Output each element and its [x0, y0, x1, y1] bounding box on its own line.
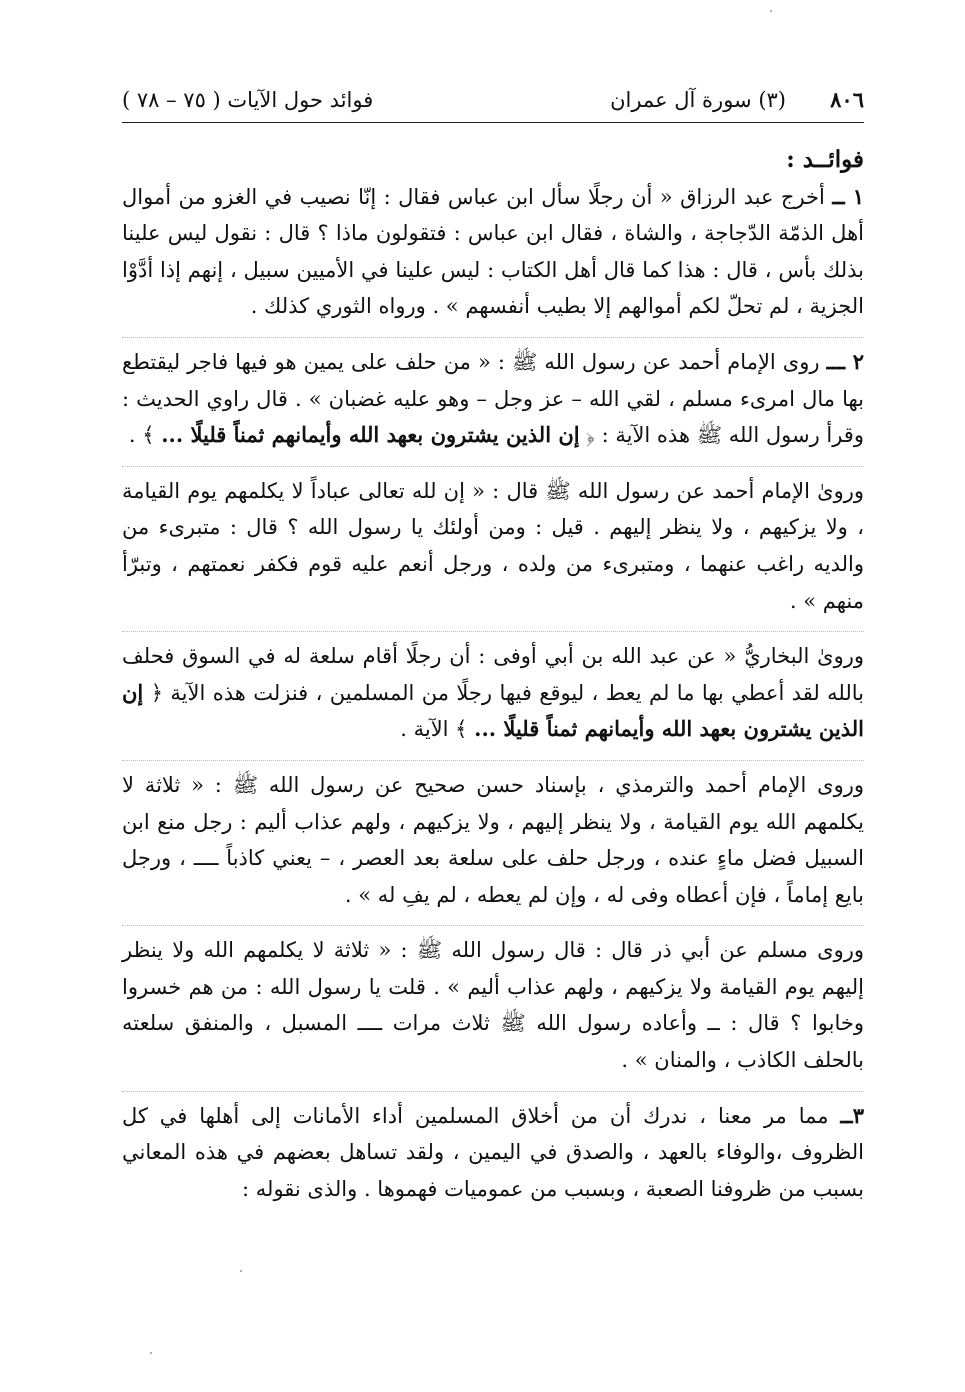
- scan-speck: [150, 1352, 152, 1354]
- paragraph-separator: [122, 925, 864, 926]
- paragraph-separator: [122, 1091, 864, 1092]
- paragraph-text-end: ﴾ .: [128, 423, 155, 448]
- item-number: ١ ــ: [832, 183, 864, 209]
- quran-verse: إن الذين يشترون بعهد الله وأيمانهم ثمناً قليلًا ...: [161, 422, 580, 448]
- sura-title: (٣) سورة آل عمران: [610, 88, 786, 112]
- paragraph-text: أخرج عبد الرزاق « أن رجلًا سأل ابن عباس فقال : إنّا نصيب في الغزو من أموال أهل الذمّة الدّجاجة ، والشاة ، فقال ابن عباس : فتقولون ماذا ؟ قال : نقول ليس علينا بذلك بأس ، قال : هذا كما قال أهل الكتاب : ليس علينا في الأميين سبيل ، إنهم إذا أدَّوْا الجزية ، لم تحلّ لكم أموالهم إلا بطيب أنفسهم » . ورواه الثوري كذلك .: [122, 184, 864, 319]
- running-header: [122, 80, 864, 120]
- paragraph-text: وروى مسلم عن أبي ذر قال : قال رسول الله ﷺ : « ثلاثة لا يكلمهم الله ولا ينظر إليهم يوم القيامة ولا يزكيهم ، ولهم عذاب أليم » . قلت يا رسول الله : من هم خسروا وخابوا ؟ قال : ــ وأعاده رسول الله ﷺ ثلاث مرات ــــ المسبل ، والمنفق سلعته بالحلف الكاذب ، والمنان » .: [122, 938, 864, 1073]
- paragraph-1: [122, 179, 864, 325]
- paragraph-text: وروى الإمام أحمد والترمذي ، بإسناد حسن صحيح عن رسول الله ﷺ : « ثلاثة لا يكلمهم الله يوم القيامة ، ولا ينظر إليهم ، ولا يزكيهم ، ولهم عذاب أليم : رجل منع ابن السبيل فضل ماءٍ عنده ، ورجل حلف على سلعة بعد العصر ، – يعني كاذباً ــــ ، ورجل بايع إماماً ، فإن أعطاه وفى له ، وإن لم يعطه ، لم يفِ له » .: [122, 772, 864, 907]
- page-heading: فوائــد :: [786, 146, 864, 173]
- section-topic: فوائد حول الآيات ( ٧٥ – ٧٨ ): [122, 88, 374, 112]
- paragraph-separator: [122, 760, 864, 761]
- paragraph-text: وروىٰ البخاريُّ « عن عبد الله بن أبي أوفى : أن رجلًا أقام سلعة له في السوق فحلف بالله لقد أعطي بها ما لم يعط ، ليوقع فيها رجلًا من المسلمين ، فنزلت هذه الآية ﴿: [122, 644, 864, 705]
- paragraph-7: [122, 1098, 864, 1208]
- paragraph-5: [122, 767, 864, 913]
- paragraph-separator: [122, 337, 864, 338]
- paragraph-separator: [122, 631, 864, 632]
- paragraph-separator: [122, 466, 864, 467]
- paragraph-text: روى الإمام أحمد عن رسول الله ﷺ : « من حلف على يمين هو فيها فاجر ليقتطع بها مال امرىء مسلم ، لقي الله – عز وجل – وهو عليه غضبان » . قال راوي الحديث : وقرأ رسول الله ﷺ هذه الآية : ﴿: [122, 349, 864, 448]
- page-body: [122, 142, 864, 1207]
- paragraph-3: [122, 473, 864, 619]
- paragraph-text: مما مر معنا ، ندرك أن من أخلاق المسلمين أداء الأمانات إلى أهلها في كل الظروف ،والوفاء بالعهد ، والصدق في اليمين ، ولقد تساهل بعضهم في هذه المعاني بسبب من ظروفنا الصعبة ، وبسبب من عموميات فهموها . والذى نقوله :: [122, 1103, 864, 1201]
- paragraph-2: [122, 344, 864, 454]
- paragraph-text-end: ﴾ الآية .: [400, 717, 468, 742]
- header-rule: [122, 122, 864, 123]
- scan-speck: [770, 10, 772, 12]
- paragraph-4: [122, 638, 864, 748]
- paragraph-text: وروىٰ الإمام أحمد عن رسول الله ﷺ قال : « إن لله تعالى عباداً لا يكلمهم يوم القيامة ، ولا يزكيهم ، ولا ينظر إليهم . قيل : ومن أولئك يا رسول الله ؟ قال : متبرىء من والديه راغب عنهما ، ومتبرىء من ولده ، ورجل أنعم عليه قوم فكفر نعمتهم ، وتبرّأ منهم » .: [122, 478, 864, 613]
- item-number: ٢ ـــ: [826, 348, 864, 374]
- quran-verse: إن الذين يشترون بعهد الله وأيمانهم ثمناً قليلًا ...: [122, 679, 864, 742]
- item-number: ٣ــ: [840, 1102, 864, 1128]
- paragraph-6: [122, 932, 864, 1078]
- page-number: ٨٠٦: [830, 87, 864, 112]
- scan-speck: [240, 1270, 242, 1272]
